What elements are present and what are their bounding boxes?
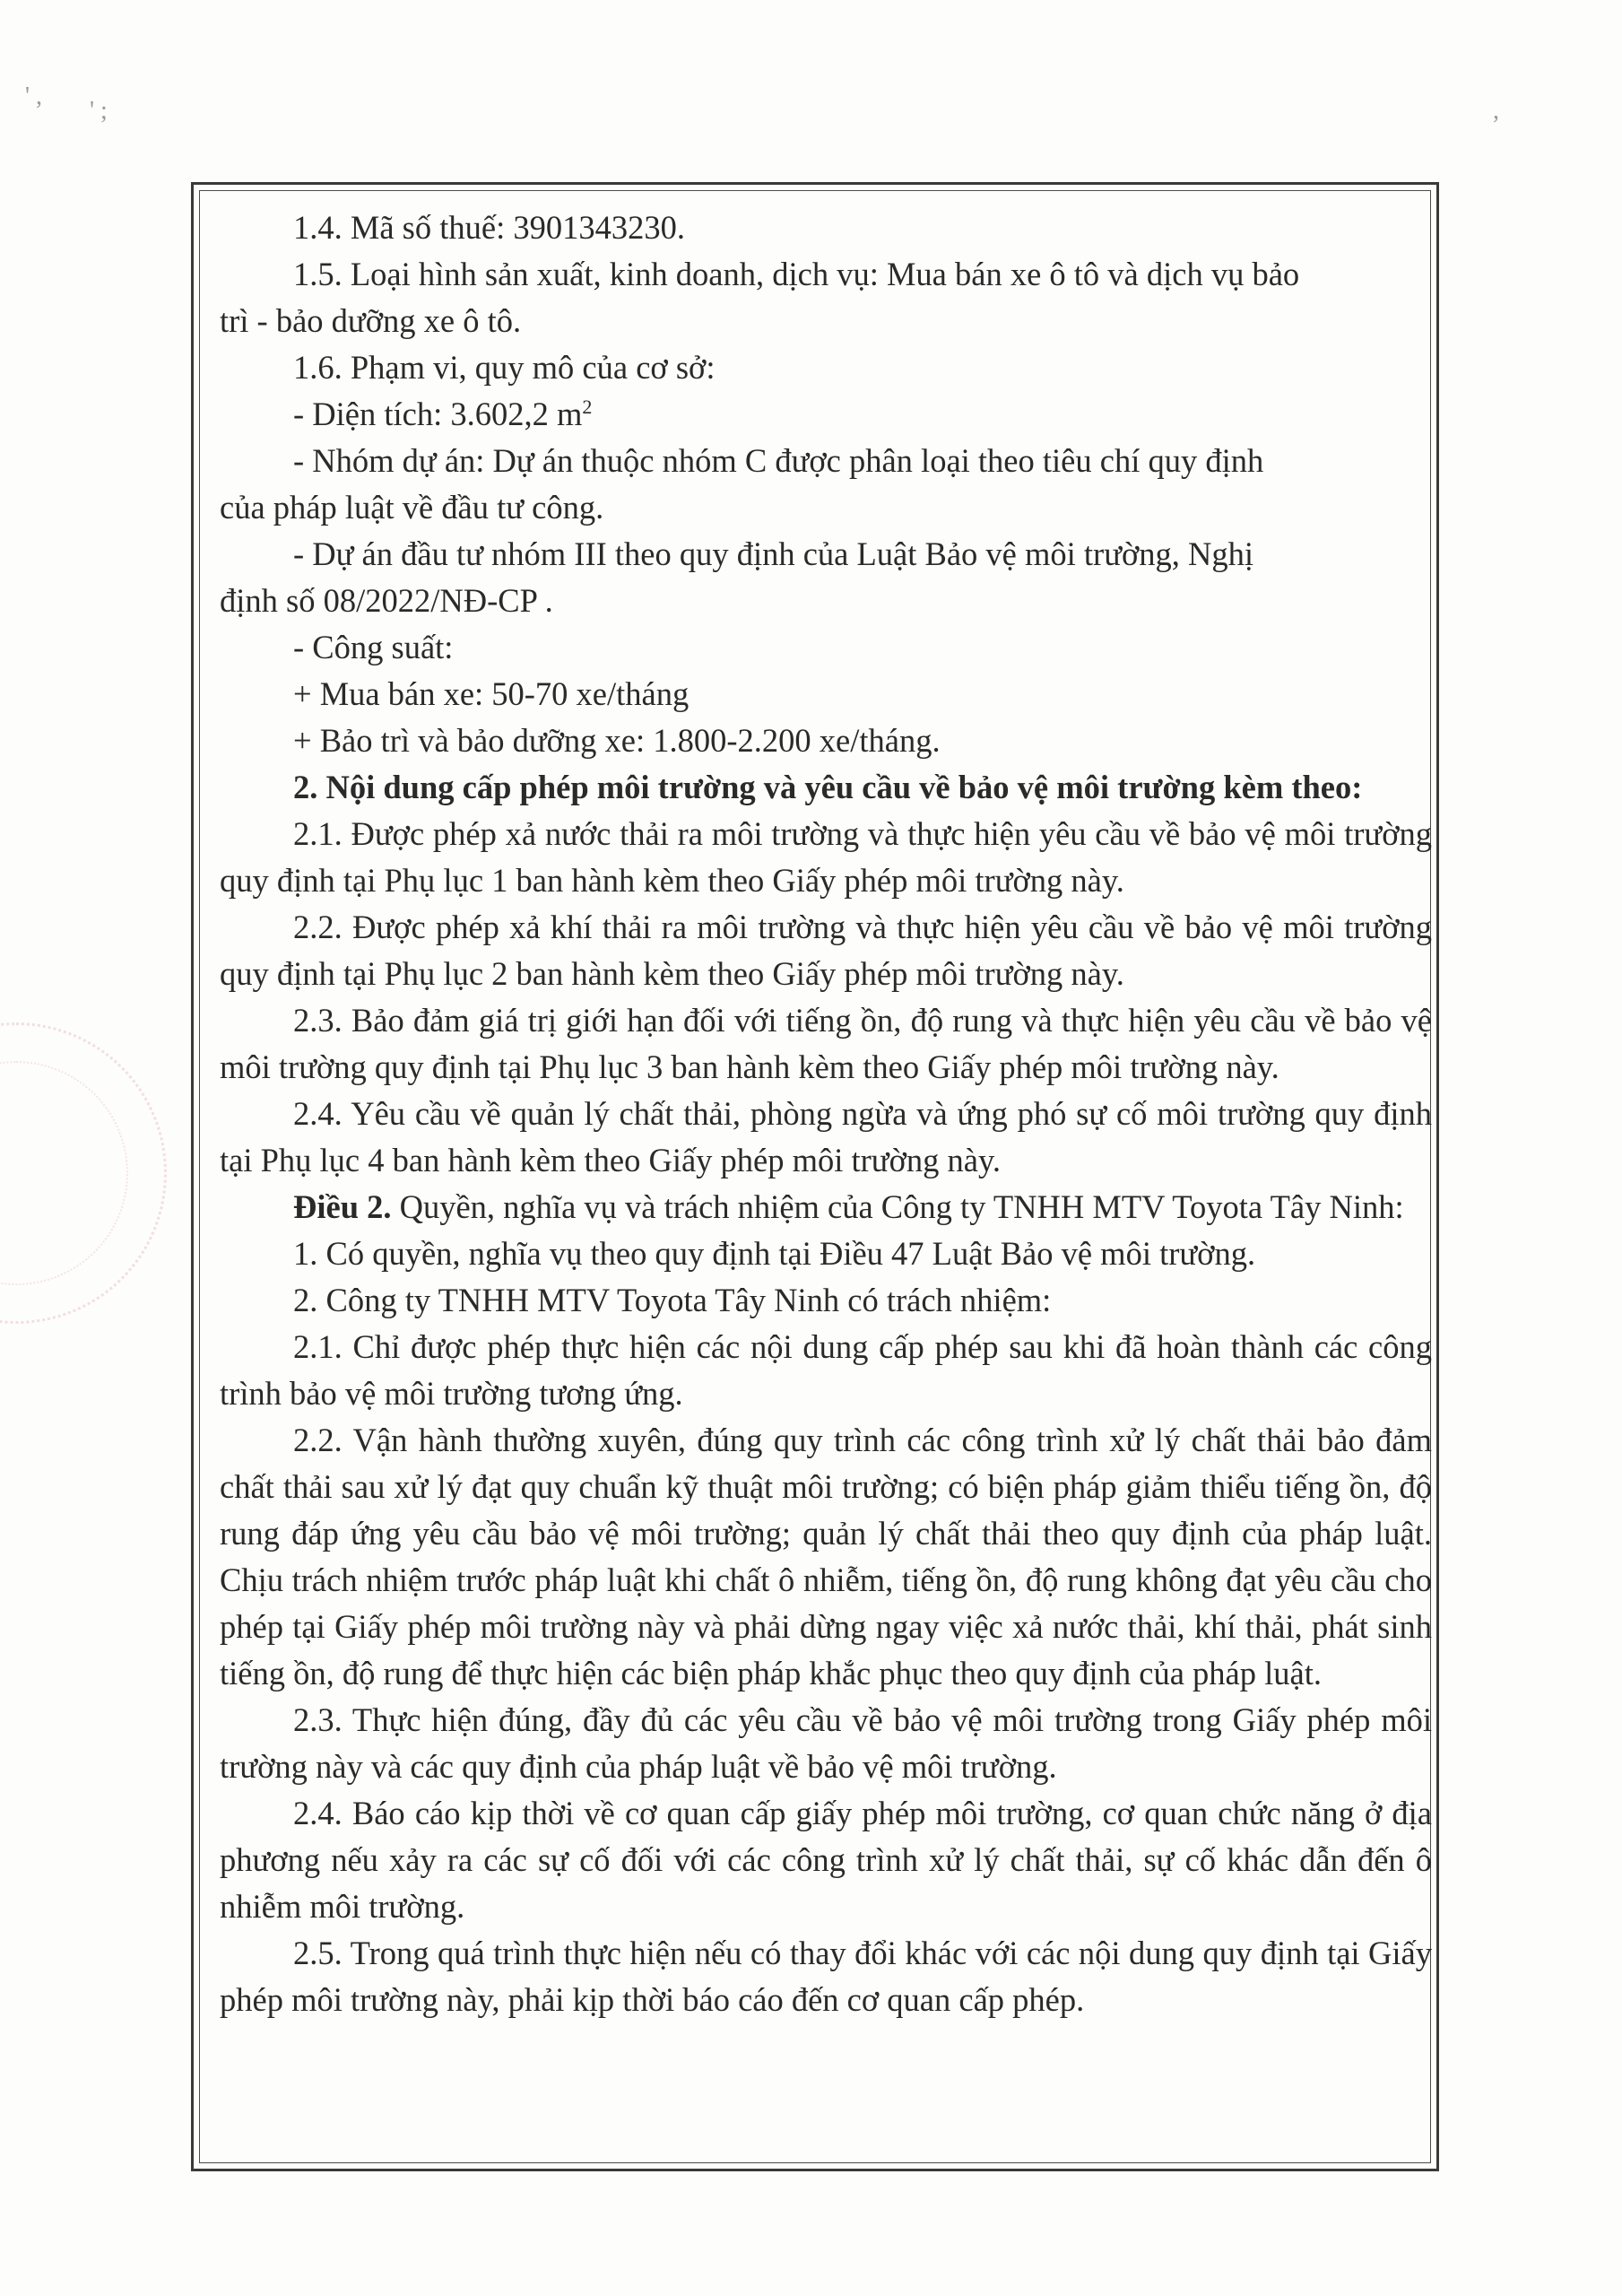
tax-code-line: 1.4. Mã số thuế: 3901343230. xyxy=(293,209,685,246)
scan-mark: ' ; xyxy=(90,97,108,125)
area-unit-superscript: 2 xyxy=(582,395,593,418)
scan-mark: ' , xyxy=(25,83,43,110)
permit-item-2-1: 2.1. Được phép xả nước thải ra môi trường và thực hiện yêu cầu về bảo vệ môi trường quy định tại Phụ lục 1 ban hành kèm theo Giấy phép môi trường này. xyxy=(220,815,1432,899)
article-2-item-2-1: 2.1. Chỉ được phép thực hiện các nội dung cấp phép sau khi đã hoàn thành các công trình bảo vệ môi trường tương ứng. xyxy=(220,1328,1432,1412)
article-2-item-2-5: 2.5. Trong quá trình thực hiện nếu có thay đổi khác với các nội dung quy định tại Giấy phép môi trường này, phải kịp thời báo cáo đến cơ quan cấp phép. xyxy=(220,1935,1432,2018)
document-body xyxy=(220,204,1432,2023)
faded-stamp-trace xyxy=(0,1022,167,1324)
scan-mark: , xyxy=(1493,97,1499,125)
capacity-sales: + Mua bán xe: 50-70 xe/tháng xyxy=(293,675,690,712)
permit-item-2-2: 2.2. Được phép xả khí thải ra môi trường và thực hiện yêu cầu về bảo vệ môi trường quy định tại Phụ lục 2 ban hành kèm theo Giấy phép môi trường này. xyxy=(220,909,1432,992)
permit-item-2-4: 2.4. Yêu cầu về quản lý chất thải, phòng ngừa và ứng phó sự cố môi trường quy định tại Phụ lục 4 ban hành kèm theo Giấy phép môi trường này. xyxy=(220,1095,1432,1178)
project-category-line: - Dự án đầu tư nhóm III theo quy định của Luật Bảo vệ môi trường, Nghị xyxy=(293,535,1254,572)
scope-heading: 1.6. Phạm vi, quy mô của cơ sở: xyxy=(293,349,716,386)
article-2-item-2-4: 2.4. Báo cáo kịp thời về cơ quan cấp giấy phép môi trường, cơ quan chức năng ở địa phương nếu xảy ra các sự cố đối với các công trình xử lý chất thải, sự cố khác dẫn đến ô nhiễm môi trường. xyxy=(220,1795,1432,1925)
article-2-item-1: 1. Có quyền, nghĩa vụ theo quy định tại Điều 47 Luật Bảo vệ môi trường. xyxy=(293,1235,1256,1272)
capacity-service: + Bảo trì và bảo dưỡng xe: 1.800-2.200 xe/tháng. xyxy=(293,722,941,759)
business-type-line-cont: trì - bảo dưỡng xe ô tô. xyxy=(220,302,522,339)
area-text: - Diện tích: 3.602,2 m xyxy=(293,396,583,432)
project-category-line-cont: định số 08/2022/NĐ-CP . xyxy=(220,582,553,619)
article-2-item-2-3: 2.3. Thực hiện đúng, đầy đủ các yêu cầu về bảo vệ môi trường trong Giấy phép môi trường này và các quy định của pháp luật về bảo vệ môi trường. xyxy=(220,1701,1432,1785)
capacity-heading: - Công suất: xyxy=(293,629,454,665)
article-2-item-2-2: 2.2. Vận hành thường xuyên, đúng quy trình các công trình xử lý chất thải bảo đảm chất thải sau xử lý đạt quy chuẩn kỹ thuật môi trường; có biện pháp giảm thiểu tiếng ồn, độ rung đáp ứng yêu cầu bảo vệ môi trường; quản lý chất thải theo quy định của pháp luật. Chịu trách nhiệm trước pháp luật khi chất ô nhiễm, tiếng ồn, độ rung không đạt yêu cầu cho phép tại Giấy phép môi trường này và phải dừng ngay việc xả nước thải, khí thải, phát sinh tiếng ồn, độ rung để thực hiện các biện pháp khắc phục theo quy định của pháp luật. xyxy=(220,1422,1432,1692)
project-group-line: - Nhóm dự án: Dự án thuộc nhóm C được phân loại theo tiêu chí quy định xyxy=(293,442,1264,479)
article-2-item-2: 2. Công ty TNHH MTV Toyota Tây Ninh có trách nhiệm: xyxy=(293,1282,1052,1318)
section-2-heading-text: 2. Nội dung cấp phép môi trường và yêu cầu về bảo vệ môi trường kèm theo: xyxy=(293,769,1363,805)
article-2-label: Điều 2. xyxy=(293,1188,392,1225)
article-2-heading xyxy=(220,1184,1432,1231)
area-line xyxy=(220,391,1432,438)
permit-item-2-3: 2.3. Bảo đảm giá trị giới hạn đối với tiếng ồn, độ rung và thực hiện yêu cầu về bảo vệ môi trường quy định tại Phụ lục 3 ban hành kèm theo Giấy phép môi trường này. xyxy=(220,1002,1432,1085)
article-2-title: Quyền, nghĩa vụ và trách nhiệm của Công ty TNHH MTV Toyota Tây Ninh: xyxy=(391,1188,1404,1225)
project-group-line-cont: của pháp luật về đầu tư công. xyxy=(220,489,604,526)
business-type-line: 1.5. Loại hình sản xuất, kinh doanh, dịch vụ: Mua bán xe ô tô và dịch vụ bảo xyxy=(293,256,1300,292)
section-2-heading xyxy=(220,764,1432,811)
